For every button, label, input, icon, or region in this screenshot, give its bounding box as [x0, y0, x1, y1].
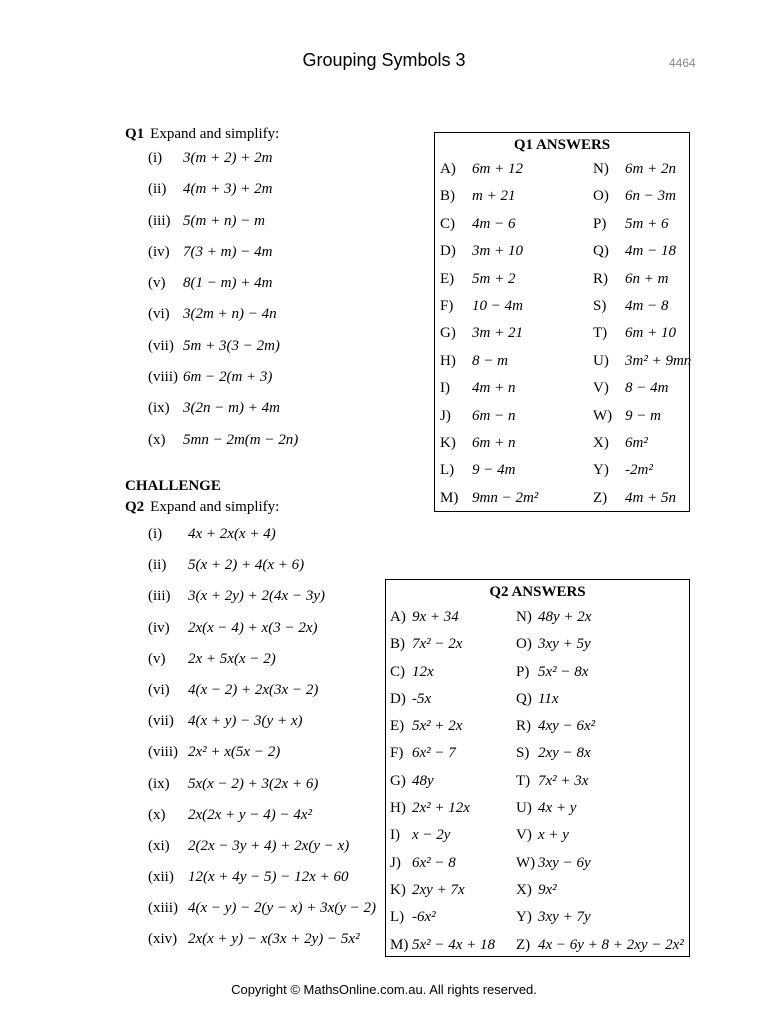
page-title: Grouping Symbols 3	[302, 50, 466, 70]
answer-expression: 4m − 6	[472, 215, 516, 232]
answer-expression: 9mn − 2m²	[472, 489, 539, 506]
question-expression: 3(m + 2) + 2m	[183, 150, 273, 166]
answer-letter: Y)	[516, 909, 532, 926]
answer-letter: Q)	[516, 690, 532, 707]
copyright-footer: Copyright © MathsOnline.com.au. All rights reserved.	[231, 982, 537, 997]
answer-expression: 6m²	[625, 434, 648, 451]
answer-letter: Z)	[516, 936, 531, 953]
question-expression: 5m + 3(3 − 2m)	[183, 337, 280, 354]
question-expression: 2x(x + y) − x(3x + 2y) − 5x²	[188, 931, 360, 948]
question-number: (xi)	[148, 837, 170, 854]
question-expression: 4(x − 2) + 2x(3x − 2)	[188, 681, 319, 698]
answer-expression: -5x	[412, 690, 432, 707]
q1-answers-box	[434, 132, 690, 512]
answer-letter: V)	[516, 827, 532, 844]
answer-letter: S)	[516, 745, 530, 762]
q2-heading	[125, 499, 279, 516]
answer-letter: X)	[593, 434, 609, 451]
answer-expression: 7x² − 2x	[412, 636, 463, 653]
answer-expression: 5m + 6	[625, 215, 669, 232]
question-number: (viii)	[148, 369, 178, 386]
question-expression: 6m − 2(m + 3)	[183, 369, 273, 386]
answer-letter: M)	[390, 936, 409, 953]
answer-expression: 3xy + 5y	[538, 636, 591, 653]
answer-letter: O)	[516, 636, 532, 653]
answer-expression: 11x	[538, 690, 559, 707]
answer-expression: 12x	[412, 663, 434, 680]
answer-expression: 9x + 34	[412, 609, 459, 625]
answer-letter: C)	[440, 215, 455, 232]
answer-expression: 6m + n	[472, 434, 516, 451]
answer-expression: 10 − 4m	[472, 297, 523, 314]
q1-label: Q1	[125, 126, 145, 142]
answer-expression: 48y + 2x	[538, 609, 592, 625]
answer-letter: Y)	[593, 462, 609, 479]
answer-expression: 3m + 10	[472, 243, 523, 260]
q1-instruction: Expand and simplify:	[150, 126, 280, 142]
question-expression: 2x(x − 4) + x(3 − 2x)	[188, 619, 318, 636]
answer-expression: 9 − m	[625, 407, 661, 424]
answer-expression: 4m + n	[472, 380, 516, 397]
challenge-heading: CHALLENGE	[125, 478, 221, 494]
question-number: (i)	[148, 526, 163, 542]
answer-expression: 3xy + 7y	[538, 909, 591, 926]
answer-expression: 2xy − 8x	[538, 745, 591, 762]
answer-letter: F)	[390, 745, 404, 762]
question-expression: 3(2n − m) + 4m	[183, 400, 280, 417]
answer-letter: V)	[593, 380, 609, 397]
document-number: 4464	[669, 56, 696, 70]
question-number: (iv)	[148, 243, 170, 260]
question-expression: 5(m + n) − m	[183, 212, 265, 229]
answer-letter: A)	[440, 161, 456, 177]
answer-letter: O)	[593, 188, 609, 205]
question-expression: 8(1 − m) + 4m	[183, 275, 273, 292]
question-number: (xiv)	[148, 931, 178, 948]
answer-expression: 2xy + 7x	[412, 881, 465, 898]
q2-instruction: Expand and simplify:	[150, 499, 280, 515]
q1-heading	[125, 126, 279, 143]
answer-letter: I)	[440, 380, 450, 397]
answer-expression: 6m − n	[472, 407, 516, 424]
question-number: (iv)	[148, 619, 170, 636]
answer-expression: 9 − 4m	[472, 462, 516, 479]
question-expression: 2x + 5x(x − 2)	[188, 650, 276, 667]
question-number: (iii)	[148, 212, 171, 229]
answer-letter: T)	[593, 325, 608, 342]
question-expression: 12(x + 4y − 5) − 12x + 60	[188, 869, 349, 886]
question-expression: 4x + 2x(x + 4)	[188, 526, 276, 542]
question-expression: 7(3 + m) − 4m	[183, 243, 273, 260]
answer-expression: 5x² − 4x + 18	[412, 936, 496, 953]
answer-expression: 4m + 5n	[625, 489, 676, 506]
answer-expression: 7x² + 3x	[538, 772, 589, 789]
answer-letter: P)	[593, 215, 607, 232]
answer-letter: C)	[390, 663, 405, 680]
answer-expression: m + 21	[472, 188, 516, 205]
question-number: (iii)	[148, 588, 171, 605]
question-expression: 2(2x − 3y + 4) + 2x(y − x)	[188, 837, 350, 854]
answer-letter: D)	[390, 690, 406, 707]
answer-expression: 9x²	[538, 881, 557, 898]
answer-letter: H)	[440, 352, 456, 369]
question-number: (x)	[148, 431, 166, 448]
answer-letter: Q)	[593, 243, 609, 260]
answer-letter: H)	[390, 800, 406, 817]
answer-expression: 4x − 6y + 8 + 2xy − 2x²	[538, 936, 684, 953]
answer-expression: 6m + 2n	[625, 161, 676, 177]
answer-letter: F)	[440, 297, 454, 314]
answer-expression: 6m + 10	[625, 325, 676, 342]
answer-letter: J)	[390, 854, 401, 871]
answer-letter: U)	[593, 352, 609, 369]
answer-letter: E)	[440, 270, 455, 287]
answer-letter: R)	[516, 718, 531, 735]
answer-letter: B)	[390, 636, 405, 653]
question-number: (viii)	[148, 744, 178, 761]
question-expression: 4(m + 3) + 2m	[183, 181, 273, 198]
answer-letter: X)	[516, 881, 532, 898]
answer-letter: W)	[516, 854, 536, 871]
question-number: (vi)	[148, 306, 170, 323]
answer-letter: J)	[440, 407, 451, 424]
answer-letter: W)	[593, 407, 613, 424]
question-number: (vii)	[148, 337, 174, 354]
answer-expression: 4xy − 6x²	[538, 718, 596, 735]
answer-letter: E)	[390, 718, 405, 735]
question-number: (vi)	[148, 681, 170, 698]
question-expression: 5(x + 2) + 4(x + 6)	[188, 557, 305, 574]
question-expression: 4(x + y) − 3(y + x)	[188, 713, 303, 730]
answer-expression: 3m + 21	[472, 325, 523, 342]
answer-expression: 4m − 8	[625, 297, 669, 314]
question-number: (ii)	[148, 181, 167, 198]
answer-expression: 48y	[412, 772, 434, 789]
question-number: (i)	[148, 150, 163, 166]
answer-expression: 8 − 4m	[625, 380, 669, 397]
answer-letter: U)	[516, 800, 532, 817]
question-number: (v)	[148, 650, 166, 667]
answer-letter: S)	[593, 297, 607, 314]
question-number: (v)	[148, 275, 166, 292]
answer-expression: 5x² + 2x	[412, 718, 463, 735]
question-expression: 3(2m + n) − 4n	[183, 306, 277, 323]
answer-letter: L)	[390, 909, 405, 926]
q1-answers-title: Q1 ANSWERS	[513, 137, 611, 153]
question-number: (x)	[148, 806, 166, 823]
answer-letter: K)	[440, 434, 456, 451]
question-number: (vii)	[148, 713, 174, 730]
question-number: (xii)	[148, 869, 174, 886]
answer-expression: 4x + y	[538, 800, 577, 817]
q2-label: Q2	[125, 499, 145, 515]
answer-expression: 6x² − 8	[412, 854, 456, 871]
answer-letter: N)	[593, 161, 609, 177]
answer-expression: -2m²	[625, 462, 653, 479]
answer-expression: 5x² − 8x	[538, 663, 589, 680]
answer-letter: Z)	[593, 489, 608, 506]
answer-letter: L)	[440, 462, 455, 479]
question-number: (ii)	[148, 557, 167, 574]
answer-letter: M)	[440, 489, 459, 506]
question-expression: 2x² + x(5x − 2)	[188, 744, 281, 761]
answer-expression: 6x² − 7	[412, 745, 456, 762]
question-expression: 5x(x − 2) + 3(2x + 6)	[188, 775, 319, 792]
answer-letter: B)	[440, 188, 455, 205]
answer-expression: 6n + m	[625, 270, 669, 287]
answer-expression: 2x² + 12x	[412, 800, 470, 817]
answer-expression: 5m + 2	[472, 270, 516, 287]
answer-letter: P)	[516, 663, 530, 680]
question-expression: 5mn − 2m(m − 2n)	[183, 431, 299, 448]
question-expression: 2x(2x + y − 4) − 4x²	[188, 806, 312, 823]
answer-expression: 8 − m	[472, 352, 508, 369]
answer-letter: I)	[390, 827, 400, 844]
answer-letter: K)	[390, 881, 406, 898]
question-expression: 3(x + 2y) + 2(4x − 3y)	[188, 588, 325, 605]
answer-expression: x + y	[538, 827, 569, 844]
answer-expression: -6x²	[412, 909, 436, 926]
question-number: (ix)	[148, 775, 170, 792]
answer-expression: 4m − 18	[625, 243, 676, 260]
answer-letter: A)	[390, 609, 406, 625]
answer-expression: 6m + 12	[472, 161, 523, 177]
answer-letter: G)	[390, 772, 406, 789]
answer-letter: T)	[516, 772, 531, 789]
answer-expression: 3m² + 9mn	[625, 352, 692, 369]
answer-expression: x − 2y	[412, 827, 451, 844]
question-number: (xiii)	[148, 900, 178, 917]
answer-expression: 3xy − 6y	[538, 854, 591, 871]
answer-expression: 6n − 3m	[625, 188, 676, 205]
answer-letter: D)	[440, 243, 456, 260]
question-number: (ix)	[148, 400, 170, 417]
answer-letter: N)	[516, 609, 532, 625]
q2-answers-box	[385, 579, 690, 957]
answer-letter: G)	[440, 325, 456, 342]
answer-letter: R)	[593, 270, 608, 287]
q2-answers-title: Q2 ANSWERS	[489, 584, 586, 600]
question-expression: 4(x − y) − 2(y − x) + 3x(y − 2)	[188, 900, 377, 917]
